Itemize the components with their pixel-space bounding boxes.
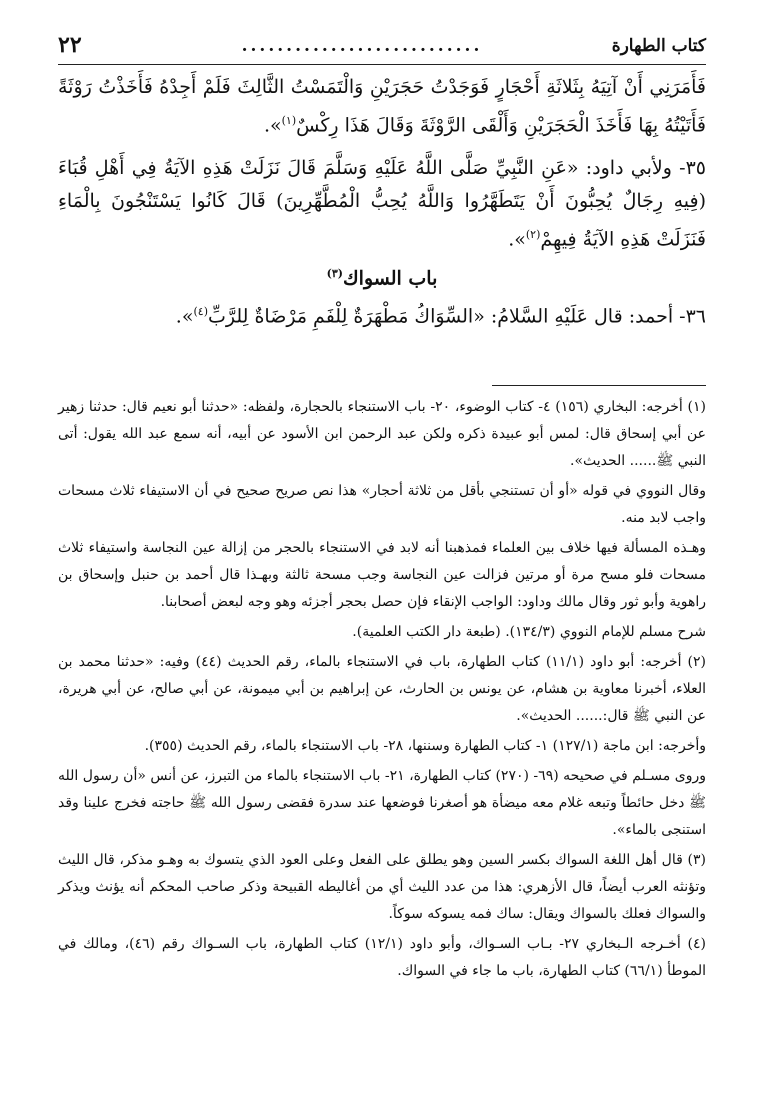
page-number: ٢٢ (58, 32, 82, 58)
footnote: (١) أخرجه: البخاري (١٥٦) ٤- كتاب الوضوء، ٢٠- باب الاستنجاء بالحجارة، ولفظه: «حدثنا أبو نعيم قال: حدثنا زهير عن أبي إسحاق قال: لمس أبو عبيدة ذكره ولكن عبد الرحمن ابن الأسود عن أبيه، أنه سمع عبد الله يقول: أتى النبي ﷺ...... الحديث». (58, 399, 706, 470)
footnotes (58, 394, 706, 985)
running-header (58, 30, 706, 65)
hadith-text: ٣٦- أحمد: قال عَلَيْهِ السَّلامُ: «السِّوَاكُ مَطْهَرَةٌ لِلْفَمِ مَرْضَاةٌ لِلرَّبِّ (207, 305, 706, 328)
header-leader-dots: ........................... (241, 36, 483, 56)
chapter-title: باب السواك (343, 266, 438, 289)
header-title: كتاب الطهارة (611, 36, 706, 56)
footnote-ref: (٣) (326, 266, 343, 280)
footnote-ref: (١) (281, 114, 297, 127)
book-page (58, 30, 706, 1080)
footnote-ref: (٤) (193, 304, 208, 318)
closing-quote: ». (263, 114, 282, 137)
footnote-separator (492, 385, 706, 386)
main-text (58, 71, 706, 333)
footnote: (٤) أخـرجه الـبخاري ٢٧- بـاب السـواك، وأبو داود (١٢/١) كتاب الطهارة، باب السـواك رقم (٤٦)، ومالك في الموطأ (٦٦/١) كتاب الطهارة، باب ما جاء في السواك. (58, 936, 706, 980)
hadith-text: ٣٥- ولأبي داود: «عَنِ النَّبِيِّ صَلَّى اللَّهُ عَلَيْهِ وَسَلَّمَ قَالَ نَزَلَتْ هَذِهِ الآيَةُ فِي أَهْلِ قُبَاءَ (فِيهِ رِجَالٌ يُحِبُّونَ أَنْ يَتَطَهَّرُوا وَاللَّهُ يُحِبُّ الْمُطَّهِّرِينَ) قَالَ كَانُوا يَسْتَنْجُونَ بِالْمَاءِ فَنَزَلَتْ هَذِهِ الآيَةُ فِيهِمْ (58, 157, 706, 251)
footnote: وروى مسـلم في صحيحه (٦٩- (٢٧٠) كتاب الطهارة، ٢١- باب الاستنجاء بالماء من التبرز، عن أنس «أن رسول الله ﷺ دخل حائطاً وتبعه غلام معه ميضأة هو أصغرنا فوضعها عند سدرة فقضى رسول الله ﷺ حاجته فخرج علينا وقد استنجى بالماء». (58, 768, 706, 839)
hadith-paragraph (58, 152, 706, 256)
hadith-paragraph (58, 295, 706, 333)
footnote: وهـذه المسألة فيها خلاف بين العلماء فمذهبنا أنه لابد في الاستنجاء بالحجر من إزالة عين النجاسة واستيفاء ثلاث مسحات فلو مسح مرة أو مرتين فزالت عين النجاسة وجب مسحة ثالثة وبهـذا قال أحمد بن حنبل وإسحاق بن راهوية وأبو ثور وقال مالك وداود: الواجب الإنقاء فإن حصل بحجر أجزئه وهو وجه لبعض أصحابنا. (58, 540, 706, 611)
footnote: وأخرجه: ابن ماجة (١٢٧/١) ١- كتاب الطهارة وسننها، ٢٨- باب الاستنجاء بالماء، رقم الحديث (٣٥٥). (144, 738, 706, 755)
chapter-heading (58, 267, 706, 289)
hadith-paragraph (58, 71, 706, 142)
closing-quote: ». (508, 228, 526, 251)
hadith-text: فَأَمَرَنِي أَنْ آتِيَهُ بِثَلاثَةِ أَحْجَارٍ فَوَجَدْتُ حَجَرَيْنِ وَالْتَمَسْتُ الثَّالِثَ فَلَمْ أَجِدْهُ فَأَخَذْتُ رَوْثَةً فَأَتَيْتُهُ بِهَا فَأَخَذَ الْحَجَرَيْنِ وَأَلْقَى الرَّوْثَةَ وَقَالَ هَذَا رِكْسٌ (58, 76, 706, 137)
footnote: (٢) أخرجه: أبو داود (١١/١) كتاب الطهارة، باب في الاستنجاء بالماء، رقم الحديث (٤٤) وفيه: «حدثنا محمد بن العلاء، أخبرنا معاوية بن هشام، عن يونس بن الحارث، عن إبراهيم بن أبي ميمونة، عن أبي صالح، عن أبي هريرة، عن النبي ﷺ قال:...... الحديث». (58, 654, 706, 725)
footnote: وقال النووي في قوله «أو أن تستنجي بأقل من ثلاثة أحجار» هذا نص صريح صحيح في أن الاستيفاء ثلاث مسحات واجب لابد منه. (58, 483, 706, 527)
closing-quote: ». (175, 305, 194, 328)
footnote: (٣) قال أهل اللغة السواك بكسر السين وهو يطلق على الفعل وعلى العود الذي يتسوك به وهـو مذكر، قال الليث وتؤنثه العرب أيضاً، قال الأزهري: هذا من عدد الليث أي من أغاليطه القبيحة وذكر صاحب المحكم أنه يؤنث ويذكر والسواك فعلك بالسواك ويقال: ساك فمه يسوكه سوكاً. (58, 852, 706, 923)
footnote-ref: (٢) (525, 228, 541, 242)
footnote: شرح مسلم للإمام النووي (١٣٤/٣). (طبعة دار الكتب العلمية). (352, 624, 706, 641)
